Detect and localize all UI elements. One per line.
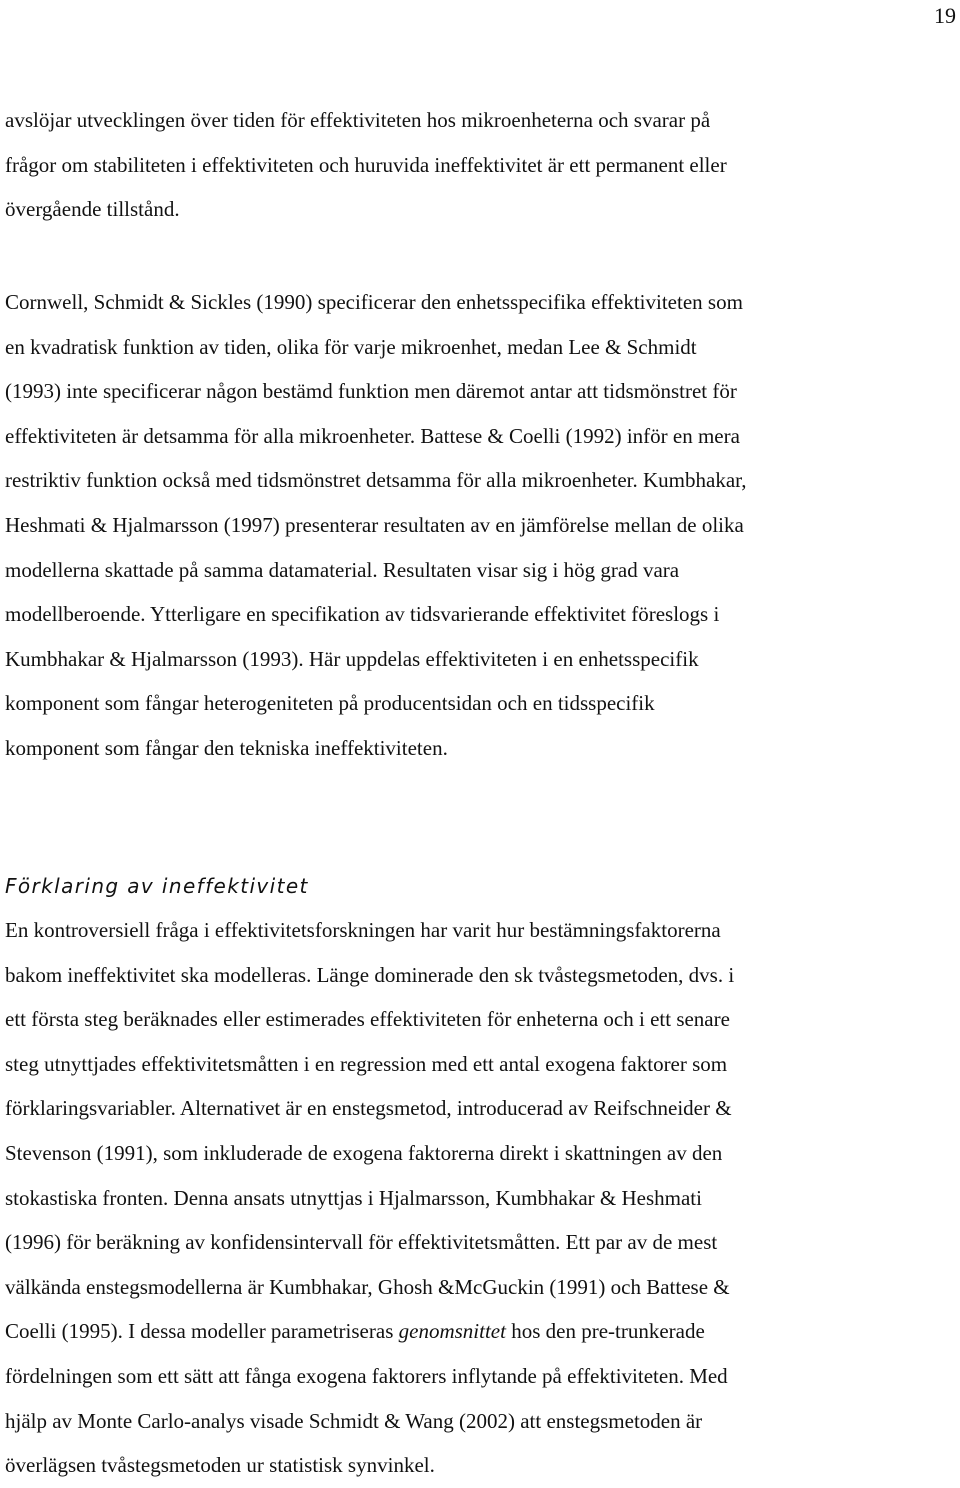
text-line: effektiviteten är detsamma för alla mikroenheter. Battese & Coelli (1992) inför en mera bbox=[5, 423, 740, 448]
text-line: komponent som fångar den tekniska ineffektiviteten. bbox=[5, 735, 448, 760]
text-line: steg utnyttjades effektivitetsmåtten i en regression med ett antal exogena faktorer som bbox=[5, 1051, 728, 1076]
text-line: En kontroversiell fråga i effektivitetsforskningen har varit hur bestämningsfaktorerna bbox=[5, 918, 721, 942]
text-line: restriktiv funktion också med tidsmönstret detsamma för alla mikroenheter. Kumbhakar, bbox=[5, 468, 747, 493]
text-line: fördelningen som ett sätt att fånga exogena faktorers inflytande på effektiviteten. Med bbox=[5, 1363, 728, 1388]
text-line: stokastiska fronten. Denna ansats utnyttjas i Hjalmarsson, Kumbhakar & Heshmati bbox=[5, 1185, 702, 1210]
body-paragraph-2 bbox=[5, 908, 955, 1488]
text-line: modellerna skattade på samma datamaterial. Resultaten visar sig i hög grad vara bbox=[5, 557, 680, 582]
intro-paragraph bbox=[5, 98, 955, 232]
text-line: Stevenson (1991), som inkluderade de exogena faktorerna direkt i skattningen av den bbox=[5, 1140, 723, 1165]
section-heading: Förklaring av ineffektivitet bbox=[5, 874, 309, 898]
text-line: överlägsen tvåstegsmetoden ur statistisk synvinkel. bbox=[5, 1453, 435, 1478]
text-segment: Coelli (1995). I dessa modeller parametriseras bbox=[5, 1319, 399, 1344]
text-line: komponent som fångar heterogeniteten på producentsidan och en tidsspecifik bbox=[5, 691, 655, 716]
page-number: 19 bbox=[934, 3, 956, 28]
text-line: frågor om stabiliteten i effektiviteten och huruvida ineffektivitet är ett permanent eller bbox=[5, 152, 727, 177]
text-line: en kvadratisk funktion av tiden, olika för varje mikroenhet, medan Lee & Schmidt bbox=[5, 334, 697, 359]
text-line: Heshmati & Hjalmarsson (1997) presenterar resultaten av en jämförelse mellan de olika bbox=[5, 512, 744, 537]
text-line: avslöjar utvecklingen över tiden för effektiviteten hos mikroenheterna och svarar på bbox=[5, 108, 711, 132]
body-paragraph-1 bbox=[5, 280, 955, 771]
text-line: övergående tillstånd. bbox=[5, 197, 180, 222]
text-line: Cornwell, Schmidt & Sickles (1990) specificerar den enhetsspecifika effektiviteten som bbox=[5, 290, 743, 314]
text-line: hjälp av Monte Carlo-analys visade Schmidt & Wang (2002) att enstegsmetoden är bbox=[5, 1408, 703, 1433]
text-line: (1993) inte specificerar någon bestämd funktion men däremot antar att tidsmönstret för bbox=[5, 379, 737, 404]
emphasized-word: genomsnittet bbox=[398, 1319, 506, 1344]
text-line: modellberoende. Ytterligare en specifikation av tidsvarierande effektivitet föreslogs i bbox=[5, 602, 720, 627]
text-line: (1996) för beräkning av konfidensintervall för effektivitetsmåtten. Ett par av de mest bbox=[5, 1230, 718, 1255]
text-line: ett första steg beräknades eller estimerades effektiviteten för enheterna och i ett senare bbox=[5, 1007, 730, 1032]
text-line-with-emphasis bbox=[5, 1309, 955, 1354]
text-line: bakom ineffektivitet ska modelleras. Länge dominerade den sk tvåstegsmetoden, dvs. i bbox=[5, 962, 735, 987]
text-segment: hos den pre-trunkerade bbox=[505, 1319, 705, 1344]
text-line: välkända enstegsmodellerna är Kumbhakar, Ghosh &McGuckin (1991) och Battese & bbox=[5, 1274, 730, 1299]
text-line: förklaringsvariabler. Alternativet är en enstegsmetod, introducerad av Reifschneider & bbox=[5, 1096, 732, 1121]
text-line: Kumbhakar & Hjalmarsson (1993). Här uppdelas effektiviteten i en enhetsspecifik bbox=[5, 646, 699, 671]
